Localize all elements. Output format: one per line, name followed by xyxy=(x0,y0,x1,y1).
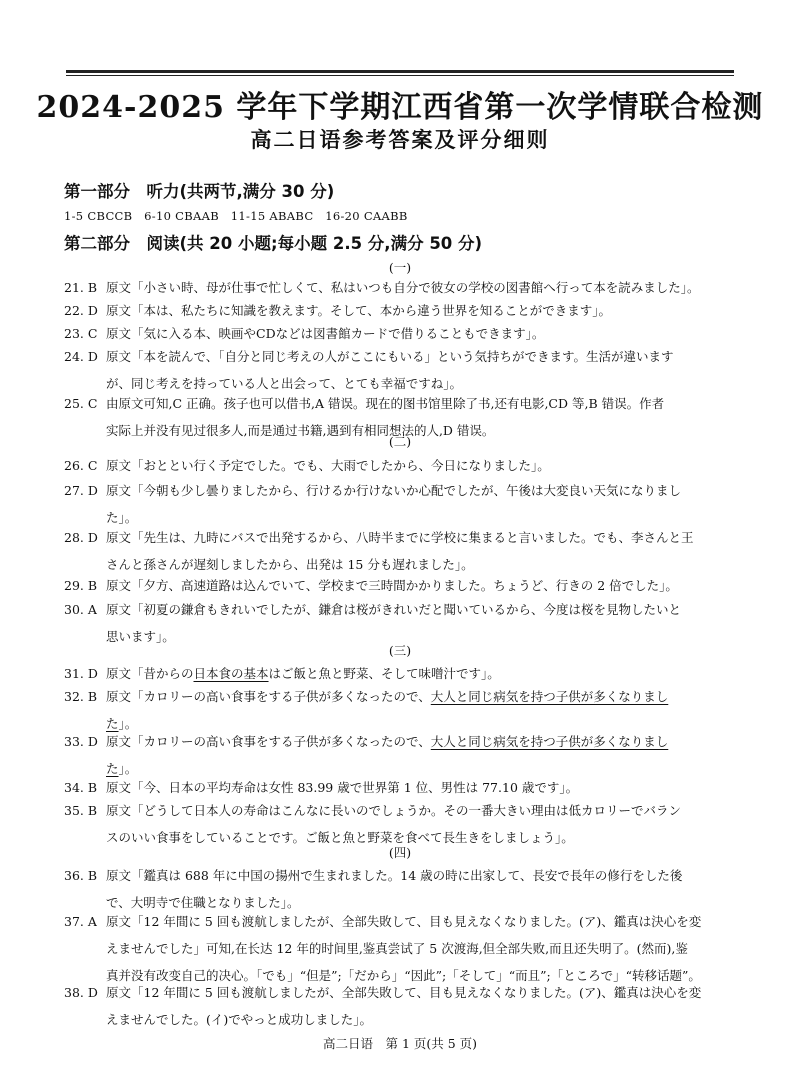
question-text: 原文「先生は、九時にバスで出発するから、八時半までに学校に集まると言いました。でも、李さんと王 xyxy=(106,530,694,545)
section-marker: (二) xyxy=(388,434,412,449)
question-text: 原文「本を読んで、「自分と同じ考えの人がここにもいる」という気持ちができます。生活が違います xyxy=(106,349,674,364)
question-text: 原文「気に入る本、映画やCDなどは図書館カードで借りることもできます」。 xyxy=(106,326,545,341)
question-text: 原文「12 年間に 5 回も渡航しましたが、全部失敗して、目も見えなくなりました。(ア)、鑑真は決心を変 xyxy=(106,914,702,929)
question-number: 33. D xyxy=(64,734,98,749)
underlined-phrase: 日本食の基本 xyxy=(193,666,269,681)
text-part: 原文「カロリーの高い食事をする子供が多くなったので、 xyxy=(106,734,431,749)
question-text-cont: が、同じ考えを持っている人と出会って、とても幸福ですね」。 xyxy=(106,376,463,391)
question-number: 26. C xyxy=(64,458,98,473)
question-text: 原文「どうして日本人の寿命はこんなに長いのでしょうか。その一番大きい理由は低カロリーでバラン xyxy=(106,803,682,818)
question-item xyxy=(64,572,740,599)
question-item xyxy=(64,908,740,989)
question-text: 原文「初夏の鎌倉もきれいでしたが、鎌倉は桜がきれいだと聞いているから、今度は桜を見物したいと xyxy=(106,602,682,617)
part1-heading: 第一部分 听力(共两节,满分 30 分) xyxy=(64,182,335,201)
question-text: 原文「夕方、高速道路は込んでいて、学校まで三時間かかりました。ちょうど、行きの 2 倍でした」。 xyxy=(106,578,678,593)
question-text: 原文「小さい時、母が仕事で忙しくて、私はいつも自分で彼女の学校の図書館へ行って本を読みました」。 xyxy=(106,280,700,295)
question-text-cont: 思います」。 xyxy=(106,629,175,644)
question-number: 35. B xyxy=(64,803,98,818)
question-number: 38. D xyxy=(64,985,98,1000)
question-number: 36. B xyxy=(64,868,98,883)
question-text xyxy=(64,728,740,755)
question-text: 由原文可知,C 正确。孩子也可以借书,A 错误。现在的图书馆里除了书,还有电影,CD 等,B 错误。作者 xyxy=(106,396,665,411)
underlined-phrase: 大人と同じ病気を持つ子供が多くなりまし xyxy=(430,689,669,704)
text-part: はご飯と魚と野菜、そして味噌汁です」。 xyxy=(268,666,500,681)
question-number: 21. B xyxy=(64,280,98,295)
question-number: 37. A xyxy=(64,914,97,929)
question-number: 34. B xyxy=(64,780,98,795)
question-number: 22. D xyxy=(64,303,98,318)
question-text: 原文「今朝も少し曇りましたから、行けるか行けないか心配でしたが、午後は大変良い天気になりまし xyxy=(106,483,682,498)
question-text: 原文「鑑真は 688 年に中国の揚州で生まれました。14 歳の時に出家して、長安で長年の修行をした後 xyxy=(106,868,683,883)
text-part: 原文「カロリーの高い食事をする子供が多くなったので、 xyxy=(106,689,431,704)
question-item xyxy=(64,343,740,397)
page-footer: 高二日语 第 1 页(共 5 页) xyxy=(322,1036,478,1051)
question-text-cont: で、大明寺で住職となりました」。 xyxy=(106,895,300,910)
top-rule xyxy=(66,70,734,73)
text-part: 」。 xyxy=(118,761,138,776)
part2-heading: 第二部分 阅读(共 20 小题;每小题 2.5 分,满分 50 分) xyxy=(64,234,483,253)
question-text: 原文「今、日本の平均寿命は女性 83.99 歳で世界第 1 位、男性は 77.10 歳です」。 xyxy=(106,780,579,795)
section-marker: (一) xyxy=(388,260,412,275)
question-number: 31. D xyxy=(64,666,98,681)
question-text-cont: えませんでした。(イ)でやっと成功しました」。 xyxy=(106,1012,373,1027)
text-part: 原文「昔からの xyxy=(106,666,194,681)
question-item xyxy=(64,452,740,479)
question-text: 原文「おととい行く予定でした。でも、大雨でしたから、今日になりました」。 xyxy=(106,458,550,473)
question-text-cont: えませんでした」可知,在长达 12 年的时间里,鉴真尝试了 5 次渡海,但全部失败,而且还失明了。(然而),鉴 xyxy=(106,941,688,956)
question-number: 30. A xyxy=(64,602,97,617)
section-marker: (三) xyxy=(388,643,412,658)
page-title: 2024-2025 学年下学期江西省第一次学情联合检测 xyxy=(36,90,764,125)
underlined-phrase: 大人と同じ病気を持つ子供が多くなりまし xyxy=(430,734,669,749)
section-marker: (四) xyxy=(388,845,412,860)
question-text-cont: さんと孫さんが遅刻しましたから、出発は 15 分も遅れました」。 xyxy=(106,557,474,572)
question-number: 25. C xyxy=(64,396,98,411)
page-subtitle: 高二日语参考答案及评分细则 xyxy=(250,128,550,152)
underlined-phrase: た xyxy=(106,761,119,776)
underlined-phrase: た xyxy=(106,716,119,731)
question-text-cont: 实际上并没有见过很多人,而是通过书籍,遇到有相同想法的人,D 错误。 xyxy=(106,423,495,438)
question-item xyxy=(64,524,740,578)
question-number: 24. D xyxy=(64,349,98,364)
question-text-cont: た」。 xyxy=(106,510,138,525)
question-text: 原文「12 年間に 5 回も渡航しましたが、全部失敗して、目も見えなくなりました。(ア)、鑑真は決心を変 xyxy=(106,985,702,1000)
listening-answers: 1-5 CBCCB 6-10 CBAAB 11-15 ABABC 16-20 CAABB xyxy=(64,209,408,223)
question-text: 原文「本は、私たちに知識を教えます。そして、本から違う世界を知ることができます」。 xyxy=(106,303,612,318)
question-text-cont: スのいい食事をしていることです。ご飯と魚と野菜を食べて長生きをしましょう」。 xyxy=(106,830,574,845)
top-rule-thin xyxy=(66,75,734,76)
text-part: 」。 xyxy=(118,716,138,731)
question-text xyxy=(64,683,740,710)
question-number: 28. D xyxy=(64,530,98,545)
question-item xyxy=(64,979,740,1033)
question-number: 27. D xyxy=(64,483,98,498)
question-number: 32. B xyxy=(64,689,98,704)
question-number: 23. C xyxy=(64,326,98,341)
question-number: 29. B xyxy=(64,578,98,593)
question-text-cont: 真并没有改变自己的决心。「でも」“但是”;「だから」“因此”;「そして」“而且”;「ところで」“转移话题”。 xyxy=(106,968,701,983)
question-item xyxy=(64,477,740,531)
